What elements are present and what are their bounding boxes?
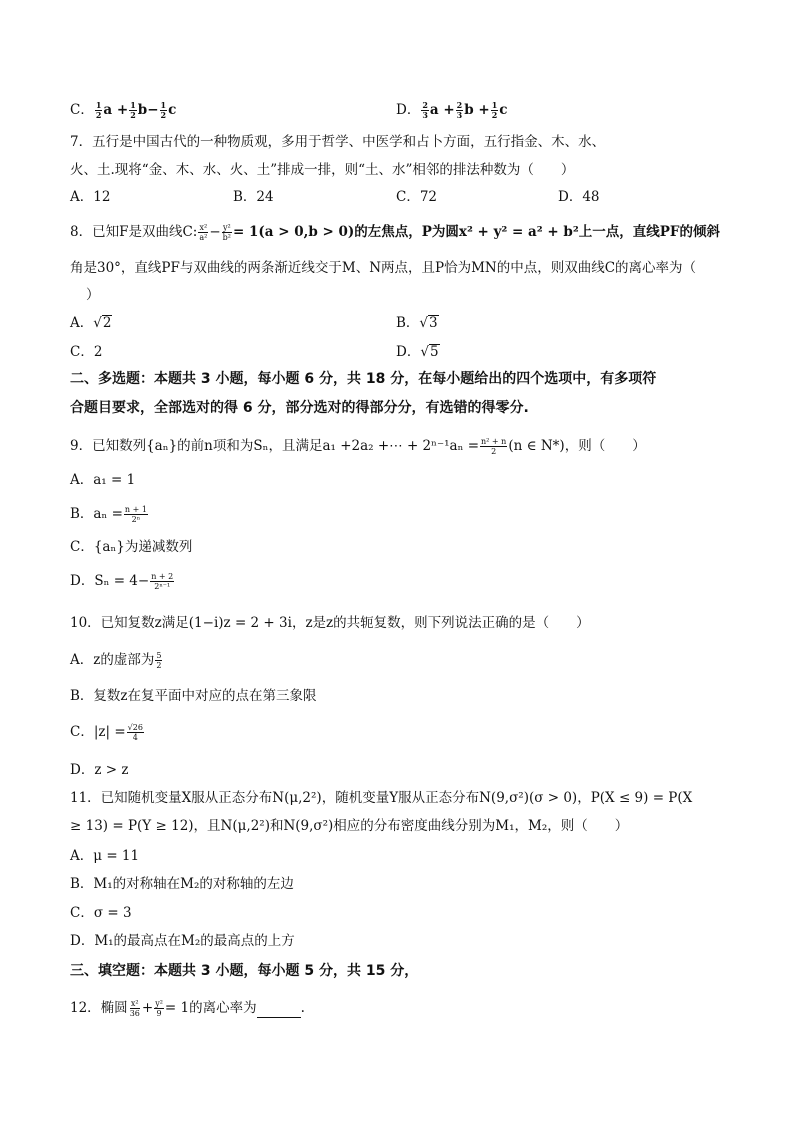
q11-option-b: B．M₁的对称轴在M₂的对称轴的左边 — [70, 876, 294, 892]
q11-stem-line2: ≥ 13) = P(Y ≥ 12)，且N(μ,2²)和N(9,σ²)相应的分布密度曲线分别为M₁，M₂，则（ ） — [70, 818, 629, 834]
q9-option-c: C．{aₙ}为递减数列 — [70, 539, 193, 555]
q11-option-d: D．M₁的最高点在M₂的最高点的上方 — [70, 933, 295, 949]
q7-option-d: D．48 — [558, 189, 600, 205]
q6-option-c: C． $\frac{1}{2}$ a + $\frac{1}{2}$ b− $\frac{1}{2}$ c — [70, 100, 177, 120]
q10-option-d: D．z > z — [70, 762, 129, 778]
q7-stem-line1: 7．五行是中国古代的一种物质观，多用于哲学、中医学和占卜方面，五行指金、木、水、 — [70, 134, 606, 150]
section3-heading: 三、填空题：本题共 3 小题，每小题 5 分，共 15 分， — [70, 963, 419, 979]
q9-option-d: D．Sₙ = 4− $\frac{n + 2}{\text{2ⁿ⁻¹}}$ — [70, 572, 174, 591]
q7-stem-line2: 火、土.现将“金、木、水、火、土”排成一排，则“土、水”相邻的排法种数为（ ） — [70, 162, 575, 178]
q8-option-b: B．√3 — [396, 315, 438, 331]
q11-stem-line1: 11．已知随机变量X服从正态分布N(μ,2²)，随机变量Y服从正态分布N(9,σ²)(σ > 0)，P(X ≤ 9) = P(X — [70, 790, 693, 806]
q9-stem: 9．已知数列{aₙ}的前n项和为Sₙ，且满足a₁ +2a₂ +⋯ + 2ⁿ⁻¹aₙ = $\frac{\text{n² + n}}{2}$ (n ∈ N*)，则（ ） — [70, 437, 646, 456]
q10-option-c: C．|z| = $\frac{√26}{4}$ — [70, 723, 143, 742]
q7-option-b: B．24 — [233, 189, 274, 205]
q12-answer-blank — [257, 1003, 301, 1018]
q12-stem: 12．椭圆 $\frac{\text{x²}}{36}$ + $\frac{\text{y²}}{9}$ = 1的离心率为 . — [70, 999, 305, 1018]
q8-option-c: C．2 — [70, 344, 103, 360]
q10-stem: 10．已知复数z满足(1−i)z = 2 + 3i，z是z的共轭复数，则下列说法正确的是（ ） — [70, 615, 590, 631]
q9-option-b: B．aₙ = $\frac{n + 1}{\text{2ⁿ}}$ — [70, 505, 147, 524]
q10-option-b: B．复数z在复平面中对应的点在第三象限 — [70, 688, 317, 704]
q8-stem-line3: ） — [86, 287, 100, 303]
section2-heading-line1: 二、多选题：本题共 3 小题，每小题 6 分，共 18 分，在每小题给出的四个选项中，有多项符 — [70, 371, 657, 387]
q11-option-c: C．σ = 3 — [70, 905, 132, 921]
q8-option-d: D．√5 — [396, 344, 439, 360]
q9-option-a: A．a₁ = 1 — [70, 472, 136, 488]
q7-option-a: A．12 — [70, 189, 111, 205]
q7-option-c: C．72 — [396, 189, 438, 205]
q8-option-a: A．√2 — [70, 315, 112, 331]
q6-option-d: D． $\frac{2}{3}$ a + $\frac{2}{3}$ b + $\frac{1}{2}$ c — [396, 100, 508, 120]
q8-stem-line2: 角是30°，直线PF与双曲线的两条渐近线交于M、N两点，且P恰为MN的中点，则双曲线C的离心率为（ — [70, 260, 697, 276]
q11-option-a: A．μ = 11 — [70, 848, 140, 864]
section2-heading-line2: 合题目要求，全部选对的得 6 分，部分选对的得部分分，有选错的得零分. — [70, 400, 529, 416]
q8-stem-line1: 8．已知F是双曲线C: $\frac{\text{x²}}{\text{a²}}$ − $\frac{\text{y²}}{\text{b²}}$ = 1(a > 0,b > 0)的左焦点，P为圆x² + y² = a² + b²上一点，直线PF的倾斜 — [70, 223, 720, 242]
q10-option-a: A．z的虚部为 $\frac{5}{2}$ — [70, 651, 162, 670]
